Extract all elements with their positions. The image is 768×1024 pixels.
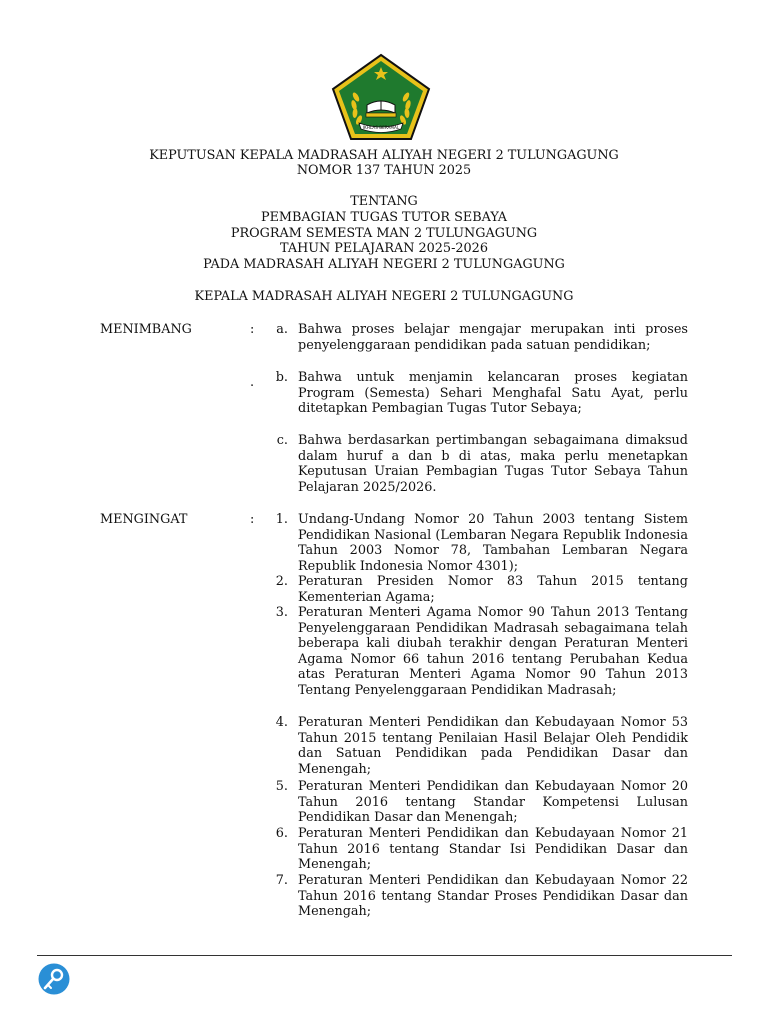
- menimbang-mark-a: a.: [276, 322, 288, 337]
- menimbang-colon: :: [250, 322, 255, 337]
- mengingat-mark-7: 7.: [275, 873, 288, 888]
- stray-dot: .: [250, 375, 255, 390]
- menimbang-item-b: Bahwa untuk menjamin kelancaran proses kegiatan Program (Semesta) Sehari Menghafal Satu Ayat, perlu ditetapkan Pembagian Tugas Tutor Sebaya;: [298, 370, 688, 417]
- mengingat-item-7: Peraturan Menteri Pendidikan dan Kebudayaan Nomor 22 Tahun 2016 tentang Standar Proses Pendidikan Dasar dan Menengah;: [298, 873, 688, 920]
- mengingat-mark-4: 4.: [275, 715, 288, 730]
- mengingat-item-3: Peraturan Menteri Agama Nomor 90 Tahun 2013 Tentang Penyelenggaraan Pendidikan Madrasah sebagaimana telah beberapa kali diubah terakhir dengan Peraturan Menteri Agama Nomor 66 tahun 2016 tentang Perubahan Kedua atas Peraturan Menteri Agama Nomor 90 Tahun 2013 Tentang Penyelenggaraan Pendidikan Madrasah;: [298, 605, 688, 698]
- mengingat-mark-1: 1.: [275, 512, 288, 527]
- mengingat-item-5: Peraturan Menteri Pendidikan dan Kebudayaan Nomor 20 Tahun 2016 tentang Standar Kompetensi Lulusan Pendidikan Dasar dan Menengah;: [298, 779, 688, 826]
- mengingat-colon: :: [250, 512, 255, 527]
- mengingat-item-2: Peraturan Presiden Nomor 83 Tahun 2015 tentang Kementerian Agama;: [298, 574, 688, 605]
- mengingat-item-6: Peraturan Menteri Pendidikan dan Kebudayaan Nomor 21 Tahun 2016 tentang Standar Isi Pendidikan Dasar dan Menengah;: [298, 826, 688, 873]
- issuing-authority: KEPALA MADRASAH ALIYAH NEGERI 2 TULUNGAGUNG: [194, 289, 574, 304]
- footer-divider: [37, 955, 732, 956]
- menimbang-item-c: Bahwa berdasarkan pertimbangan sebagaimana dimaksud dalam huruf a dan b di atas, maka perlu menetapkan Keputusan Uraian Pembagian Tugas Tutor Sebaya Tahun Pelajaran 2025/2026.: [298, 433, 688, 495]
- subject-line-4: PADA MADRASAH ALIYAH NEGERI 2 TULUNGAGUNG: [203, 257, 565, 272]
- mengingat-mark-6: 6.: [275, 826, 288, 841]
- subject-line-3: TAHUN PELAJARAN 2025-2026: [280, 241, 488, 256]
- mengingat-label: MENGINGAT: [100, 512, 188, 527]
- viewer-logo-icon[interactable]: [38, 963, 70, 995]
- mengingat-mark-2: 2.: [275, 574, 288, 589]
- emblem-banner-text: IKHLAS BERAMAL: [362, 125, 400, 130]
- mengingat-item-1: Undang-Undang Nomor 20 Tahun 2003 tentang Sistem Pendidikan Nasional (Lembaran Negara Republik Indonesia Tahun 2003 Nomor 78, Tambahan Lembaran Negara Republik Indonesia Nomor 4301);: [298, 512, 688, 574]
- decree-number: NOMOR 137 TAHUN 2025: [296, 163, 472, 178]
- subject-line-2: PROGRAM SEMESTA MAN 2 TULUNGAGUNG: [230, 226, 538, 241]
- subject-line-1: PEMBAGIAN TUGAS TUTOR SEBAYA: [260, 210, 508, 225]
- menimbang-item-a: Bahwa proses belajar mengajar merupakan inti proses penyelenggaraan pendidikan pada satuan pendidikan;: [298, 322, 688, 353]
- menimbang-label: MENIMBANG: [100, 322, 192, 337]
- menimbang-mark-c: c.: [276, 433, 288, 448]
- mengingat-mark-3: 3.: [275, 605, 288, 620]
- decree-title: KEPUTUSAN KEPALA MADRASAH ALIYAH NEGERI 2 TULUNGAGUNG: [149, 148, 619, 163]
- mengingat-mark-5: 5.: [275, 779, 288, 794]
- menimbang-mark-b: b.: [275, 370, 288, 385]
- mengingat-item-4: Peraturan Menteri Pendidikan dan Kebudayaan Nomor 53 Tahun 2015 tentang Penilaian Hasil Belajar Oleh Pendidik dan Satuan Pendidikan pada Pendidikan Dasar dan Menengah;: [298, 715, 688, 777]
- tentang-heading: TENTANG: [350, 194, 418, 209]
- kemenag-emblem-icon: [331, 53, 431, 141]
